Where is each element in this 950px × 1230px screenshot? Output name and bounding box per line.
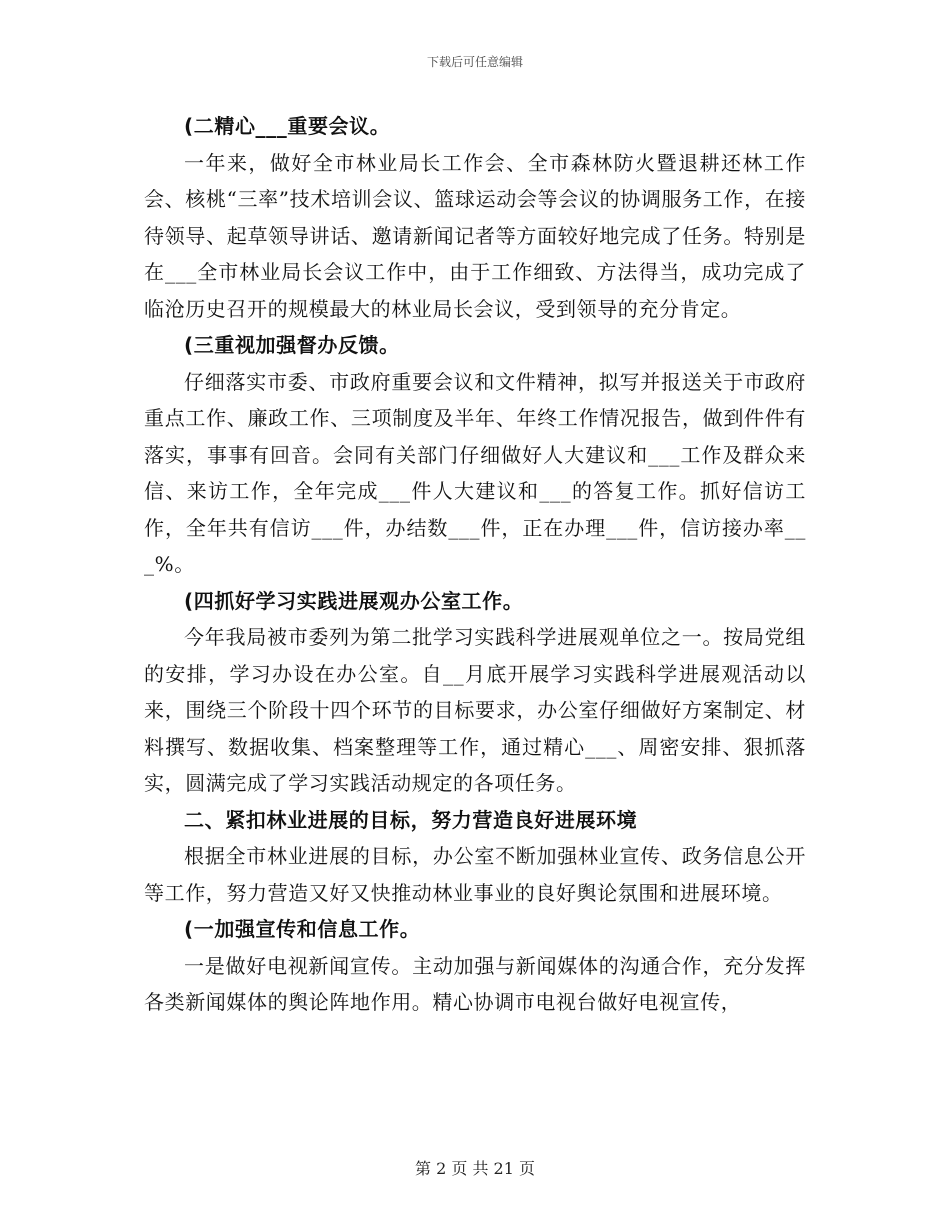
section-heading: (二精心___重要会议。 — [184, 114, 391, 138]
page-header-note: 下载后可任意编辑 — [426, 55, 523, 69]
body-paragraph: 一年来，做好全市林业局长工作会、全市森林防火暨退耕还林工作会、核桃“三率”技术培训会议、篮球运动会等会议的协调服务工作，在接待领导、起草领导讲话、邀请新闻记者等方面较好地完成了任务。特别是在___全市林业局长会议工作中，由于工作细致、方法得当，成功完成了临沧历史召开的规模最大的林业局长会议，受到领导的充分肯定。 — [144, 150, 806, 321]
body-paragraph: 今年我局被市委列为第二批学习实践科学进展观单位之一。按局党组的安排，学习办设在办公室。自__月底开展学习实践科学进展观活动以来，围绕三个阶段十四个环节的目标要求，办公室仔细做好方案制定、材料撰写、数据收集、档案整理等工作，通过精心___、周密安排、狠抓落实，圆满完成了学习实践活动规定的各项任务。 — [144, 625, 806, 795]
page-number: 第 2 页 共 21 页 — [415, 1159, 535, 1178]
body-paragraph: 一是做好电视新闻宣传。主动加强与新闻媒体的沟通合作，充分发挥各类新闻媒体的舆论阵地作用。精心协调市电视台做好电视宣传， — [144, 953, 806, 1014]
document-body — [144, 108, 806, 1021]
section-heading: (四抓好学习实践进展观办公室工作。 — [184, 588, 524, 613]
body-paragraph: 仔细落实市委、市政府重要会议和文件精神，拟写并报送关于市政府重点工作、廉政工作、三项制度及半年、年终工作情况报告，做到件件有落实，事事有回音。会同有关部门仔细做好人大建议和___工作及群众来信、来访工作，全年完成___件人大建议和___的答复工作。抓好信访工作，全年共有信访___件，办结数___件，正在办理___件，信访接办率___%。 — [144, 369, 806, 576]
section-heading: (一加强宣传和信息工作。 — [184, 917, 421, 941]
chapter-heading: 二、紧扣林业进展的目标，努力营造良好进展环境 — [184, 807, 638, 832]
section-heading: (三重视加强督办反馈。 — [184, 333, 400, 357]
body-paragraph: 根据全市林业进展的目标，办公室不断加强林业宣传、政务信息公开等工作，努力营造又好又快推动林业事业的良好舆论氛围和进展环境。 — [144, 844, 806, 905]
